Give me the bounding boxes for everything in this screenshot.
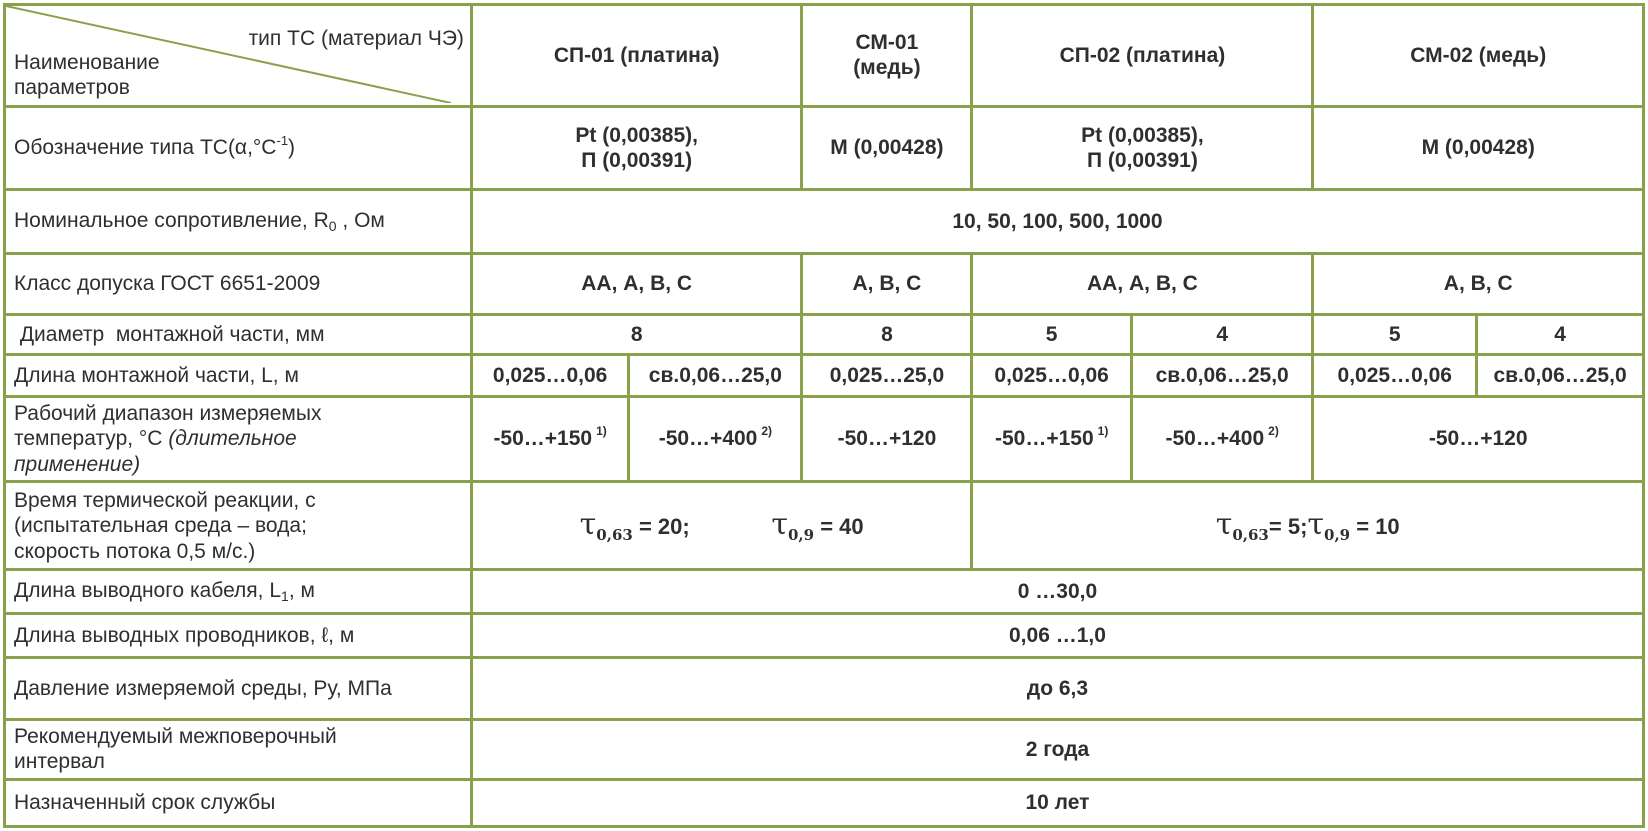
- cell-value: 2 года: [471, 720, 1643, 780]
- cell-value: 10 лет: [471, 779, 1643, 826]
- row-tolerance-class: [5, 254, 1644, 315]
- row-type-designation: [5, 106, 1644, 190]
- cell-v4: -50…+150 $^{1)}$: [972, 396, 1131, 482]
- cell-sp01: АА, А, В, С: [471, 254, 802, 315]
- row-lead-length: [5, 614, 1644, 658]
- header-corner-cell: [5, 5, 472, 107]
- cell-sp02: Pt (0,00385), П (0,00391): [972, 106, 1313, 190]
- cell-cm01: А, В, С: [802, 254, 972, 315]
- cell-sp02-a: 5: [972, 314, 1131, 354]
- cell-sp02-b: 4: [1131, 314, 1313, 354]
- row-label: Рекомендуемый межповерочный интервал: [5, 720, 472, 780]
- cell-value: 10, 50, 100, 500, 1000: [471, 190, 1643, 254]
- footnote-marker: 2): [1268, 424, 1279, 439]
- cell-cm02-a: 5: [1313, 314, 1477, 354]
- cell-v1: 0,025…0,06: [471, 354, 628, 396]
- column-header-cm02: СМ-02 (медь): [1313, 5, 1644, 107]
- header-row: [5, 5, 1644, 107]
- row-label: Длина выводных проводников, ℓ, м: [5, 614, 472, 658]
- type-label: тип ТС (материал ЧЭ): [248, 27, 464, 50]
- row-pressure: [5, 658, 1644, 720]
- cell-sp01: Pt (0,00385), П (0,00391): [471, 106, 802, 190]
- cell-v2: -50…+400 $^{2)}$: [629, 396, 802, 482]
- cell-value: 0,06 …1,0: [471, 614, 1643, 658]
- cell-v6: -50…+120: [1313, 396, 1644, 482]
- row-response-time: [5, 482, 1644, 570]
- footnote-marker: 1): [1097, 424, 1109, 439]
- row-label: Номинальное сопротивление, $R_0$ , Ом: [5, 190, 472, 254]
- cell-response-left: $\tau_{0,63} = 20$; $\tau_{0,9} = 40$: [471, 482, 971, 570]
- cell-cm02-b: 4: [1477, 314, 1644, 354]
- footnote-marker: 1): [596, 424, 607, 439]
- row-label: Класс допуска ГОСТ 6651-2009: [5, 254, 472, 315]
- row-interval: [5, 720, 1644, 780]
- column-header-sp02: СП-02 (платина): [972, 5, 1313, 107]
- cell-v7: св.0,06…25,0: [1477, 354, 1644, 396]
- row-label: Обозначение типа $ТС(\alpha,^\circ С^{-1})$: [5, 106, 472, 190]
- cell-v3: -50…+120: [802, 396, 972, 482]
- row-label: Давление измеряемой среды, Ру, МПа: [5, 658, 472, 720]
- row-temp-range: [5, 396, 1644, 482]
- cell-v5: -50…+400 $^{2)}$: [1131, 396, 1313, 482]
- row-service-life: [5, 779, 1644, 826]
- footnote-marker: 2): [761, 424, 773, 439]
- row-label: Длина монтажной части, L, м: [5, 354, 472, 396]
- cell-response-right: $\tau_{0,63}=$ $5;\tau_{0,9} = 10$: [972, 482, 1644, 570]
- cell-value: до 6,3: [471, 658, 1643, 720]
- row-label: Диаметр монтажной части, мм: [5, 314, 472, 354]
- specifications-table: [3, 3, 1645, 828]
- cell-v4: 0,025…0,06: [972, 354, 1131, 396]
- column-header-cm01: СМ-01 (медь): [802, 5, 972, 107]
- cell-cm01: М (0,00428): [802, 106, 972, 190]
- row-label: Время термической реакции, с (испытательная среда – вода; скорость потока 0,5 м/с.): [5, 482, 472, 570]
- row-label: Длина выводного кабеля, $L_1$, м: [5, 570, 472, 614]
- cell-v2: св.0,06…25,0: [629, 354, 802, 396]
- row-label: Рабочий диапазон измеряемых температур, °С (длительное применение): [5, 396, 472, 482]
- cell-v6: 0,025…0,06: [1313, 354, 1477, 396]
- cell-cm02: М (0,00428): [1313, 106, 1644, 190]
- row-label: Назначенный срок службы: [5, 779, 472, 826]
- cell-v3: 0,025…25,0: [802, 354, 972, 396]
- cell-cm02: А, В, С: [1313, 254, 1644, 315]
- row-length: [5, 354, 1644, 396]
- cell-sp02: АА, А, В, С: [972, 254, 1313, 315]
- cell-sp01: 8: [471, 314, 802, 354]
- row-diameter: [5, 314, 1644, 354]
- param-name-label: Наименование параметров: [14, 51, 160, 100]
- cell-value: 0 …30,0: [471, 570, 1643, 614]
- cell-cm01: 8: [802, 314, 972, 354]
- row-nominal-resistance: [5, 190, 1644, 254]
- cell-v1: -50…+150 $^{1)}$: [471, 396, 628, 482]
- cell-v5: св.0,06…25,0: [1131, 354, 1313, 396]
- row-cable-length: [5, 570, 1644, 614]
- column-header-sp01: СП-01 (платина): [471, 5, 802, 107]
